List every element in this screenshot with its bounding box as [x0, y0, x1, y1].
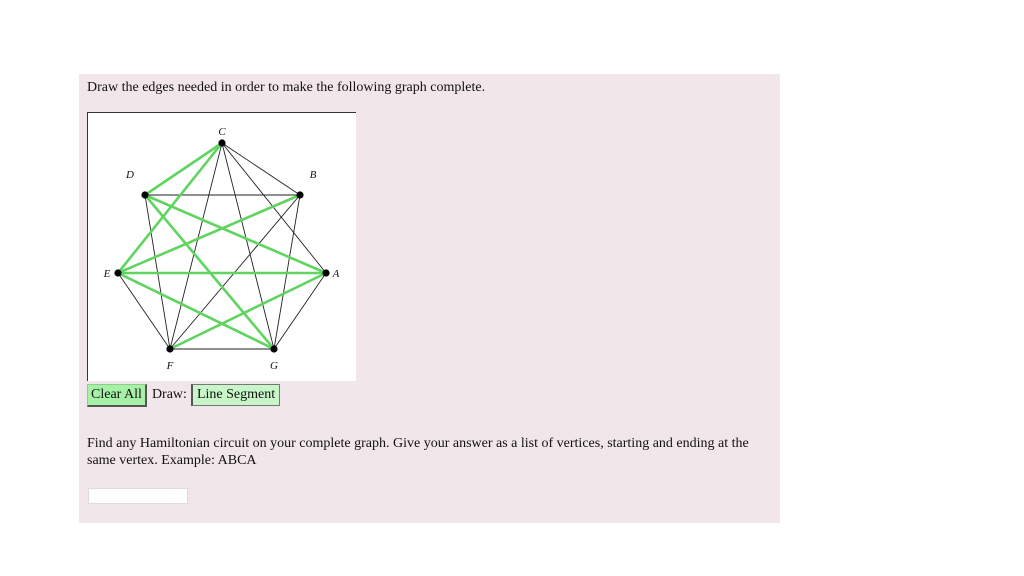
vertex-E[interactable] — [114, 269, 121, 276]
vertex-F[interactable] — [166, 345, 173, 352]
vertex-D[interactable] — [141, 191, 148, 198]
vertex-label-G: G — [270, 360, 278, 372]
drawn-edge-CE — [118, 143, 222, 273]
drawn-edge-DA — [145, 195, 326, 273]
draw-mode-selector[interactable]: Line Segment — [191, 384, 280, 406]
clear-all-button[interactable]: Clear All — [87, 384, 147, 407]
draw-label: Draw: — [151, 387, 187, 402]
hamiltonian-question: Find any Hamiltonian circuit on your complete graph. Give your answer as a list of vertices, starting and ending at the same vertex. Example: ABCA — [87, 436, 749, 468]
vertex-label-A: A — [332, 268, 340, 280]
vertex-A[interactable] — [322, 269, 329, 276]
edge-CB — [222, 143, 300, 195]
vertex-label-E: E — [103, 268, 111, 280]
vertex-label-F: F — [166, 360, 174, 372]
question-instruction: Draw the edges needed in order to make the following graph complete. — [87, 80, 486, 95]
drawn-edge-BE — [118, 195, 300, 273]
vertex-label-B: B — [309, 169, 317, 181]
answer-input[interactable] — [88, 488, 188, 504]
graph-svg[interactable] — [88, 113, 356, 381]
graph-canvas[interactable] — [87, 112, 356, 381]
vertices — [114, 139, 329, 352]
given-edges — [118, 143, 326, 349]
vertex-label-C: C — [218, 126, 226, 138]
question-panel — [79, 74, 780, 523]
vertex-label-D: D — [126, 169, 134, 181]
vertex-G[interactable] — [270, 345, 277, 352]
vertex-C[interactable] — [218, 139, 225, 146]
edge-CA — [222, 143, 326, 273]
vertex-B[interactable] — [296, 191, 303, 198]
toolbar — [87, 383, 280, 407]
